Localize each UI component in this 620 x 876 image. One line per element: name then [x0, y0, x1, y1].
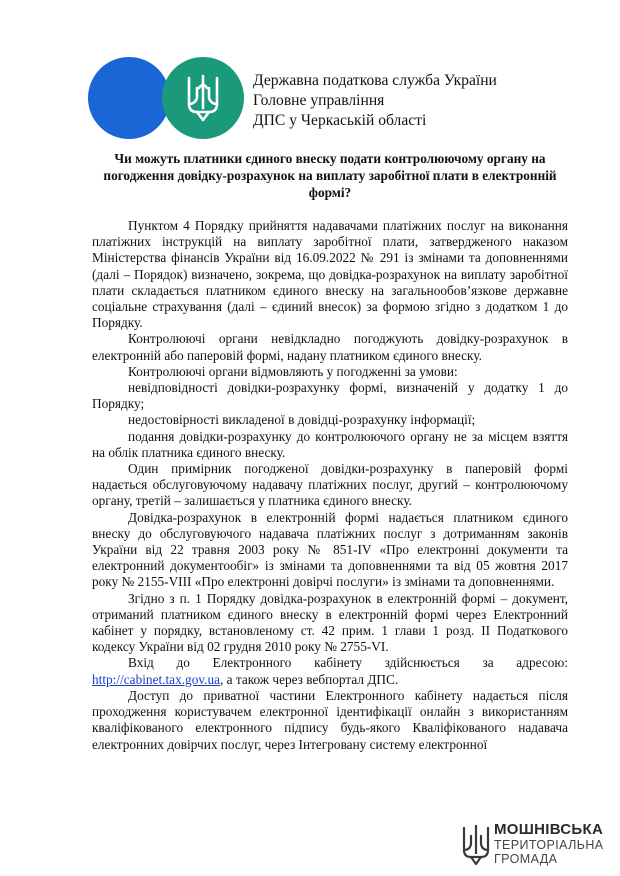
community-watermark [461, 821, 611, 869]
dps-logo [88, 57, 248, 139]
paragraph: Один примірник погодженої довідки-розрахунку в паперовій формі надається обслуговуючому надавачу платіжних послуг, другий – контролюючому органу, третій – залишається у платника єдиного внеску. [92, 461, 568, 509]
org-division: Головне управління [253, 92, 385, 109]
paragraph: Пунктом 4 Порядку прийняття надавачами платіжних послуг на виконання платіжних інструкцій на виплату заробітної плати, затвердженого наказом Міністерства фінансів України від 16.09.2022 № 291 із змінами та доповненнями (далі – Порядок) визначено, зокрема, що довідка-розрахунок на виплату заробітної плати складається платником єдиного внеску на загальнообов’язкове державне соціальне страхування (далі – єдиний внесок) за формою згідно з додатком 1 до Порядку. [92, 218, 568, 331]
community-emblem-icon [461, 824, 491, 866]
cabinet-text-after: , а також через вебпортал ДПС. [220, 671, 399, 687]
cabinet-text: Вхід до Електронного кабінету здійснюється за адресою: [128, 655, 568, 671]
org-name: Державна податкова служба України [253, 72, 497, 89]
paragraph: Контролюючі органи відмовляють у погодженні за умови: [128, 363, 458, 379]
org-region: ДПС у Черкаській області [253, 112, 427, 129]
paragraph: Контролюючі органи невідкладно погоджують довідку-розрахунок в електронній або паперовій формі, надану платником єдиного внеску. [92, 331, 568, 363]
trident-icon [185, 74, 221, 122]
document-body [92, 218, 568, 753]
paragraph: Доступ до приватної частини Електронного кабінету надається після проходження користувачем електронної ідентифікації онлайн з використанням кваліфікованого електронного підпису будь-якого Кваліфікованого надавача електронних довірчих послуг, через Інтегровану систему електронної [92, 687, 568, 752]
paragraph: Довідка-розрахунок в електронній формі надається платником єдиного внеску до обслуговуючого надавача платіжних послуг з дотриманням законів України від 22 травня 2003 року № 851-IV «Про електронні документи та електронний документообіг» із змінами та доповненнями та від 05 жовтня 2017 року № 2155-VIII «Про електронні довірчі послуги» із змінами та доповненнями. [92, 509, 568, 590]
paragraph: недостовірності викладеної в довідці-розрахунку інформації; [128, 412, 476, 428]
document-title: Чи можуть платники єдиного внеску подати контролюючому органу на погодження довідку-розрахунок на виплату заробітної плати в електронній формі? [103, 151, 557, 200]
watermark-line2: ТЕРИТОРІАЛЬНА [494, 838, 604, 852]
cabinet-link[interactable]: http://cabinet.tax.gov.ua [92, 671, 221, 687]
paragraph: Згідно з п. 1 Порядку довідка-розрахунок в електронній формі – документ, отриманий платником єдиного внеску в електронній формі через Електронний кабінет у порядку, встановленому ст. 42 прим. 1 глави 1 розд. II Податкового кодексу України від 02 грудня 2010 року № 2755-VI. [92, 590, 568, 655]
paragraph-cabinet-address [92, 655, 568, 687]
organization-header [253, 71, 497, 131]
logo-blue-circle [88, 57, 170, 139]
watermark-line3: ГРОМАДА [494, 852, 558, 866]
paragraph: подання довідки-розрахунку до контролюючого органу не за місцем взяття на облік платника єдиного внеску. [92, 428, 568, 460]
paragraph: невідповідності довідки-розрахунку формі, визначеній у додатку 1 до Порядку; [92, 380, 568, 412]
watermark-line1: МОШНІВСЬКА [494, 821, 604, 838]
